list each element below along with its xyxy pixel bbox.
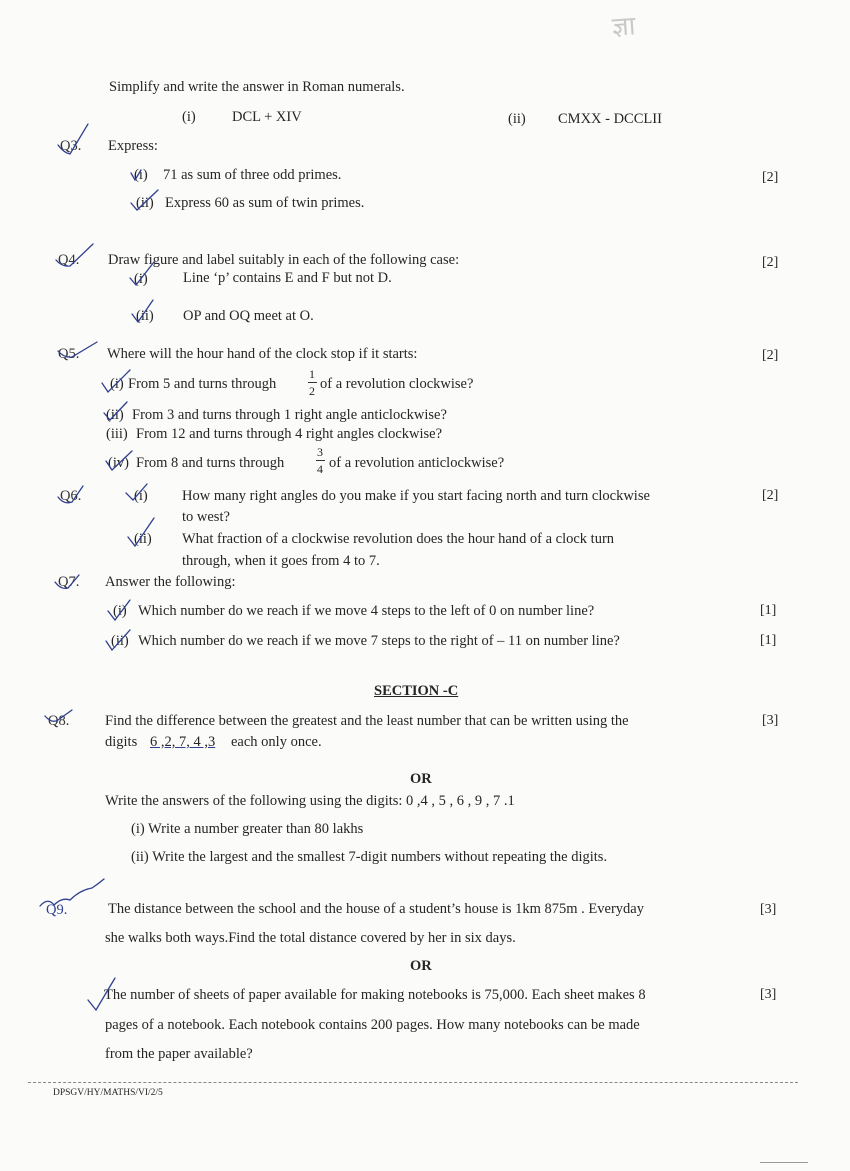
q5-ii-text: From 3 and turns through 1 right angle anticlockwise? xyxy=(132,407,447,423)
q9-marks: [3] xyxy=(760,902,777,917)
q8-alt-intro: Write the answers of the following using the digits: 0 ,4 , 5 , 6 , 9 , 7 .1 xyxy=(105,793,515,809)
q5-i-pre: From 5 and turns through xyxy=(128,376,277,392)
q3-title: Express: xyxy=(108,138,158,154)
q5-iv-pre: From 8 and turns through xyxy=(136,455,285,471)
q3-number: Q3. xyxy=(60,138,82,154)
q5-iv-numerator: 3 xyxy=(317,445,323,459)
q5-i-fraction xyxy=(306,368,318,397)
q9-alt-marks: [3] xyxy=(760,987,777,1002)
q8-line1: Find the difference between the greatest and the least number that can be written using the xyxy=(105,713,629,729)
q5-marks: [2] xyxy=(762,348,779,363)
q2-ii-label: (ii) xyxy=(508,111,526,127)
q9-line1: The distance between the school and the house of a student’s house is 1km 875m . Everyday xyxy=(108,901,644,917)
q8-number: Q8. xyxy=(48,713,70,729)
q4-i-label: (i) xyxy=(134,271,148,287)
q4-marks: [2] xyxy=(762,255,779,270)
q5-iii-label: (iii) xyxy=(106,426,128,442)
q2-ii-text: CMXX - DCCLII xyxy=(558,111,662,127)
q6-ii-line1: What fraction of a clockwise revolution does the hour hand of a clock turn xyxy=(182,531,615,547)
q4-title: Draw figure and label suitably in each of the following case: xyxy=(108,252,460,268)
q5-iv-denominator: 4 xyxy=(317,462,323,476)
q5-i-label: (i) xyxy=(110,376,124,392)
q3-ii-text: Express 60 as sum of twin primes. xyxy=(165,195,365,211)
q2-i-label: (i) xyxy=(182,109,196,125)
q5-i-post: of a revolution clockwise? xyxy=(320,376,474,392)
section-c-title: SECTION -C xyxy=(374,683,459,699)
q5-iv-fraction xyxy=(314,446,326,475)
q5-iv-label: (iv) xyxy=(108,455,129,471)
q5-i-numerator: 1 xyxy=(309,367,315,381)
q9-number: Q9. xyxy=(46,902,68,918)
q6-i-line2: to west? xyxy=(182,509,230,525)
q4-number: Q4. xyxy=(58,252,80,268)
q3-marks: [2] xyxy=(762,170,779,185)
bottom-edge-mark xyxy=(760,1162,808,1163)
q6-ii-label: (ii) xyxy=(134,531,152,547)
q9-alt-line3: from the paper available? xyxy=(105,1046,253,1062)
q8-line2-pre: digits xyxy=(105,734,138,750)
q5-i-denominator: 2 xyxy=(309,384,315,398)
footer-code: DPSGV/HY/MATHS/VI/2/5 xyxy=(53,1088,163,1098)
q2-i-text: DCL + XIV xyxy=(232,109,302,125)
q4-i-text: Line ‘p’ contains E and F but not D. xyxy=(183,270,392,286)
q4-ii-text: OP and OQ meet at O. xyxy=(183,308,314,324)
q8-marks: [3] xyxy=(762,713,779,728)
q7-ii-label: (ii) xyxy=(111,633,129,649)
q5-title: Where will the hour hand of the clock stop if it starts: xyxy=(107,346,418,362)
q7-i-marks: [1] xyxy=(760,603,777,618)
q6-number: Q6. xyxy=(60,488,82,504)
q8-or: OR xyxy=(410,771,432,787)
q5-iii-text: From 12 and turns through 4 right angles clockwise? xyxy=(136,426,443,442)
q9-line2: she walks both ways.Find the total distance covered by her in six days. xyxy=(105,930,516,946)
q8-line2-post: each only once. xyxy=(231,734,322,750)
q7-ii-marks: [1] xyxy=(760,633,777,648)
q3-i-text: 71 as sum of three odd primes. xyxy=(163,167,342,183)
q7-ii-text: Which number do we reach if we move 7 steps to the right of – 11 on number line? xyxy=(138,633,620,649)
q9-alt-line2: pages of a notebook. Each notebook contains 200 pages. How many notebooks can be made xyxy=(105,1017,640,1033)
q8-alt-ii: (ii) Write the largest and the smallest 7-digit numbers without repeating the digits. xyxy=(131,849,608,865)
q5-iv-post: of a revolution anticlockwise? xyxy=(329,455,505,471)
q6-marks: [2] xyxy=(762,488,779,503)
q7-number: Q7. xyxy=(58,574,80,590)
q7-i-label: (i) xyxy=(113,603,127,619)
footer-rule xyxy=(28,1082,798,1083)
q9-alt-line1: The number of sheets of paper available for making notebooks is 75,000. Each sheet makes 8 xyxy=(104,987,646,1003)
q6-ii-line2: through, when it goes from 4 to 7. xyxy=(182,553,380,569)
q4-ii-label: (ii) xyxy=(136,308,154,324)
q3-ii-label: (ii) xyxy=(136,195,154,211)
q7-title: Answer the following: xyxy=(105,574,236,590)
q2-instruction: Simplify and write the answer in Roman numerals. xyxy=(109,79,405,95)
q6-i-label: (i) xyxy=(134,488,148,504)
q7-i-text: Which number do we reach if we move 4 steps to the left of 0 on number line? xyxy=(138,603,595,619)
q5-number: Q5. xyxy=(58,346,80,362)
q5-ii-label: (ii) xyxy=(106,407,124,423)
q3-i-label: (i) xyxy=(134,167,148,183)
q6-i-line1: How many right angles do you make if you start facing north and turn clockwise xyxy=(182,488,650,504)
header-scribble: ज्ञा xyxy=(610,11,637,42)
q8-alt-i: (i) Write a number greater than 80 lakhs xyxy=(131,821,364,837)
q9-or: OR xyxy=(410,958,432,974)
q8-digits: 6 ,2, 7, 4 ,3 xyxy=(150,734,216,750)
